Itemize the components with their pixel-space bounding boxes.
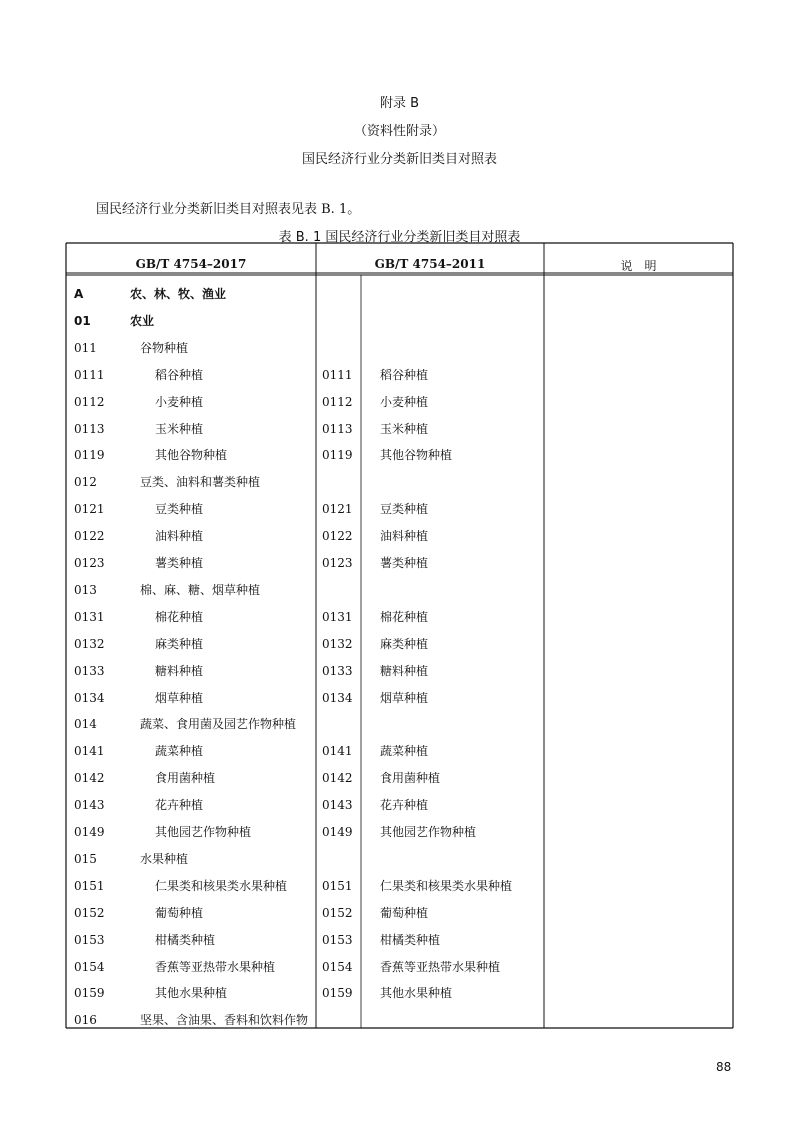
row-name: 棉、麻、糖、烟草种植: [140, 582, 261, 597]
row-old-name: 其他园艺作物种植: [380, 825, 477, 839]
row-code: 013: [74, 582, 97, 597]
row-old-name: 蔬菜种植: [380, 744, 429, 759]
row-code: 0153: [74, 932, 105, 947]
row-name: 仁果类和核果类水果种植: [155, 878, 288, 893]
row-code: A: [74, 287, 84, 301]
row-name: 蔬菜种植: [155, 744, 204, 759]
row-name: 烟草种植: [155, 690, 204, 705]
row-code: 016: [74, 1013, 97, 1028]
row-old-name: 烟草种植: [380, 690, 429, 705]
row-old-code: 0122: [322, 529, 353, 544]
row-code: 011: [74, 340, 97, 355]
row-name: 谷物种植: [140, 340, 189, 355]
row-old-code: 0123: [322, 556, 353, 570]
row-code: 0123: [74, 556, 105, 570]
row-old-name: 其他水果种植: [380, 986, 453, 1001]
row-name: 其他水果种植: [155, 986, 228, 1001]
row-old-code: 0153: [322, 932, 353, 947]
row-old-code: 0133: [322, 663, 353, 678]
row-code: 0154: [74, 959, 105, 974]
row-code: 014: [74, 717, 97, 732]
row-old-name: 麻类种植: [380, 636, 429, 651]
row-old-name: 稻谷种植: [380, 367, 429, 382]
appendix-subtitle: （资料性附录）: [353, 124, 445, 139]
row-name: 农业: [130, 313, 155, 328]
header-note: 说 明: [620, 259, 657, 273]
appendix-title: 附录 B: [379, 96, 420, 111]
row-old-code: 0141: [322, 744, 353, 759]
row-code: 0122: [74, 529, 105, 544]
row-name: 其他园艺作物种植: [155, 825, 252, 839]
row-code: 0131: [74, 609, 105, 624]
row-old-code: 0111: [322, 367, 353, 382]
row-code: 0132: [74, 636, 105, 651]
row-name: 糖料种植: [155, 663, 204, 678]
row-code: 0142: [74, 771, 105, 786]
header-new-standard: GB/T 4754–2017: [135, 257, 247, 271]
row-old-code: 0134: [322, 690, 353, 705]
row-name: 花卉种植: [155, 798, 204, 813]
row-name: 麻类种植: [155, 636, 204, 651]
row-code: 0112: [74, 394, 105, 409]
row-old-name: 花卉种植: [380, 798, 429, 813]
row-old-name: 豆类种植: [380, 502, 429, 517]
header-old-standard: GB/T 4754–2011: [374, 257, 486, 271]
row-old-code: 0121: [322, 502, 353, 517]
row-old-name: 油料种植: [380, 529, 429, 544]
row-name: 香蕉等亚热带水果种植: [155, 959, 276, 974]
row-old-code: 0149: [322, 825, 353, 839]
row-old-name: 食用菌种植: [380, 771, 441, 786]
row-name: 葡萄种植: [155, 905, 204, 920]
page-number: 88: [716, 1060, 732, 1074]
row-old-code: 0119: [322, 448, 353, 463]
row-old-code: 0143: [322, 798, 353, 813]
row-name: 薯类种植: [155, 556, 204, 570]
row-old-code: 0112: [322, 394, 353, 409]
row-code: 0143: [74, 798, 105, 813]
row-name: 其他谷物种植: [155, 448, 228, 463]
row-old-name: 玉米种植: [380, 421, 429, 436]
row-code: 0119: [74, 448, 105, 463]
row-name: 蔬菜、食用菌及园艺作物种植: [140, 717, 297, 732]
row-old-name: 柑橘类种植: [380, 932, 441, 947]
row-name: 食用菌种植: [155, 771, 216, 786]
row-code: 01: [74, 313, 91, 328]
intro-paragraph: 国民经济行业分类新旧类目对照表见表 B. 1。: [96, 202, 361, 217]
row-name: 豆类、油料和薯类种植: [140, 475, 261, 490]
row-old-name: 薯类种植: [380, 556, 429, 570]
row-old-code: 0131: [322, 609, 353, 624]
row-old-code: 0152: [322, 905, 353, 920]
row-name: 稻谷种植: [155, 367, 204, 382]
row-old-code: 0132: [322, 636, 353, 651]
row-old-code: 0113: [322, 421, 353, 436]
row-name: 农、林、牧、渔业: [130, 287, 227, 301]
row-code: 0134: [74, 690, 105, 705]
row-code: 0149: [74, 825, 105, 839]
row-old-code: 0154: [322, 959, 353, 974]
appendix-heading: 国民经济行业分类新旧类目对照表: [301, 152, 497, 167]
row-name: 豆类种植: [155, 502, 204, 517]
row-old-name: 其他谷物种植: [380, 448, 453, 463]
row-code: 0133: [74, 663, 105, 678]
row-code: 015: [74, 851, 97, 866]
row-name: 水果种植: [140, 851, 189, 866]
row-code: 0113: [74, 421, 105, 436]
table-caption: 表 B. 1 国民经济行业分类新旧类目对照表: [278, 230, 521, 245]
row-old-code: 0151: [322, 878, 353, 893]
row-name: 小麦种植: [155, 394, 204, 409]
row-old-name: 香蕉等亚热带水果种植: [380, 959, 501, 974]
row-code: 0151: [74, 878, 105, 893]
row-code: 0152: [74, 905, 105, 920]
row-code: 0141: [74, 744, 105, 759]
row-name: 柑橘类种植: [155, 932, 216, 947]
row-name: 油料种植: [155, 529, 204, 544]
row-old-name: 棉花种植: [380, 609, 429, 624]
row-old-name: 仁果类和核果类水果种植: [380, 878, 513, 893]
row-old-name: 小麦种植: [380, 394, 429, 409]
row-old-name: 葡萄种植: [380, 905, 429, 920]
row-name: 棉花种植: [155, 609, 204, 624]
row-name: 玉米种植: [155, 421, 204, 436]
row-old-name: 糖料种植: [380, 663, 429, 678]
row-code: 012: [74, 475, 97, 490]
row-name: 坚果、含油果、香料和饮料作物: [140, 1013, 309, 1028]
row-old-code: 0159: [322, 986, 353, 1001]
row-code: 0159: [74, 986, 105, 1001]
row-code: 0111: [74, 367, 105, 382]
row-code: 0121: [74, 502, 105, 517]
row-old-code: 0142: [322, 771, 353, 786]
